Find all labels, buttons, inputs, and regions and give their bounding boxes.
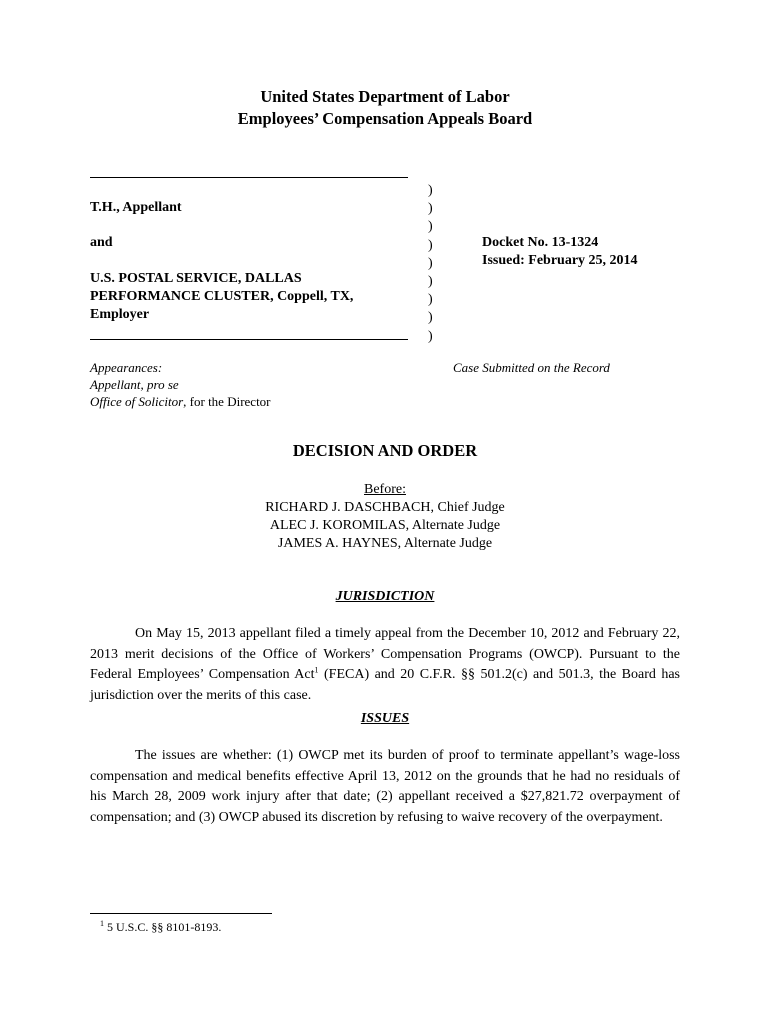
paren: )	[428, 274, 433, 290]
paren: )	[428, 310, 433, 326]
docket-number: Docket No. 13-1324	[482, 235, 599, 250]
footnote	[100, 920, 221, 935]
footnote-reference: 1	[314, 665, 319, 675]
submission-note: Case Submitted on the Record	[453, 360, 610, 375]
appellant-name: T.H., Appellant	[90, 200, 182, 215]
jurisdiction-heading: JURISDICTION	[335, 589, 435, 604]
paren: )	[428, 219, 433, 235]
paren: )	[428, 183, 433, 198]
caption-top-rule	[90, 177, 408, 178]
employer-line-3: Employer	[90, 307, 150, 322]
appearances-heading: Appearances:	[90, 360, 163, 375]
agency-title: United States Department of Labor	[260, 87, 510, 106]
before-label: Before:	[364, 482, 406, 497]
caption-bottom-rule	[90, 339, 408, 340]
judge-2: ALEC J. KOROMILAS, Alternate Judge	[269, 518, 501, 533]
jurisdiction-text-2: (FECA) and 20 C.F.R. §§ 501.2(c) and 501.3, the Board has jurisdiction over the merits of this case.	[90, 667, 680, 703]
footnote-text: 5 U.S.C. §§ 8101-8193.	[104, 920, 222, 934]
paren: )	[428, 201, 433, 217]
paren: )	[428, 255, 433, 271]
footnote-rule	[90, 913, 272, 914]
paren: )	[428, 328, 433, 344]
paren: )	[428, 292, 433, 308]
solicitor-role: , for the Director	[183, 394, 271, 409]
and-connector: and	[90, 235, 113, 250]
caption-parentheses	[428, 182, 433, 346]
judge-1: RICHARD J. DASCHBACH, Chief Judge	[265, 500, 505, 515]
appearances-block	[90, 359, 271, 410]
employer-line-1: U.S. POSTAL SERVICE, DALLAS	[90, 271, 302, 286]
issues-heading: ISSUES	[360, 711, 410, 726]
jurisdiction-paragraph	[90, 624, 680, 706]
appellant-appearance: Appellant, pro se	[90, 377, 179, 392]
jurisdiction-text-1: On May 15, 2013 appellant filed a timely appeal from the December 10, 2012 and February 22, 2013 merit decisions of the Office of Workers’ Compensation Programs (OWCP). Pursuant to the Federal Employees’ Compensation Act	[90, 626, 680, 682]
issues-paragraph: The issues are whether: (1) OWCP met its burden of proof to terminate appellant’s wage-loss compensation and medical benefits effective April 13, 2012 on the grounds that he had no residuals of his March 28, 2009 work injury after that date; (2) appellant received a $27,821.72 overpayment of compensation; and (3) OWCP abused its discretion by refusing to waive recovery of the overpayment.	[90, 748, 680, 825]
footnote-number: 1	[100, 919, 104, 928]
decision-title: DECISION AND ORDER	[292, 441, 478, 460]
issued-date: Issued: February 25, 2014	[482, 253, 638, 268]
docket-block	[482, 234, 638, 270]
board-title: Employees’ Compensation Appeals Board	[237, 109, 533, 128]
panel-block	[0, 481, 770, 553]
solicitor-name: Office of Solicitor	[90, 394, 184, 409]
employer-line-2: PERFORMANCE CLUSTER, Coppell, TX,	[90, 289, 354, 304]
paren: )	[428, 237, 433, 253]
judge-3: JAMES A. HAYNES, Alternate Judge	[277, 536, 493, 551]
